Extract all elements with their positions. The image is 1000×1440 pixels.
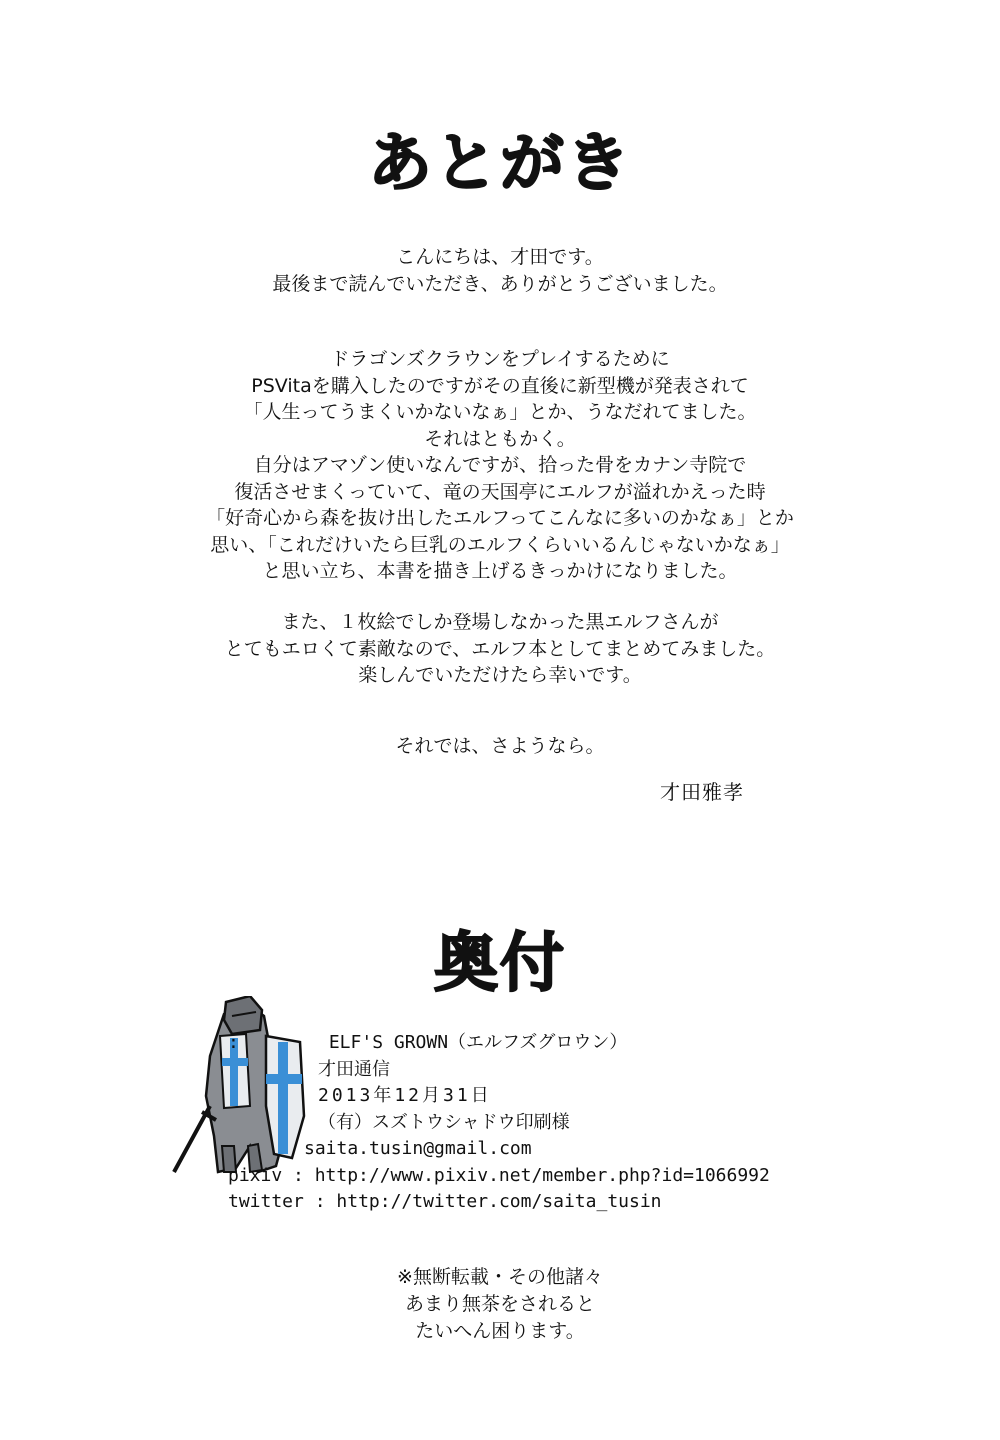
- colophon-pixiv-row: [228, 1163, 770, 1190]
- copyright-notice: [0, 1264, 1000, 1345]
- greeting-paragraph: [0, 244, 1000, 297]
- colophon-heading: 奥付: [434, 927, 566, 1001]
- colophon-title-row: [228, 1030, 770, 1057]
- body-paragraph-2: [0, 609, 1000, 689]
- colophon-date-row: [228, 1083, 770, 1110]
- colophon-printer-value: （有）スズトウシャドウ印刷様: [318, 1111, 570, 1133]
- text-line: 思い、「これだけいたら巨乳のエルフくらいいるんじゃないかなぁ」: [210, 533, 790, 556]
- text-line: 「人生ってうまくいかないなぁ」とか、うなだれてました。: [243, 401, 757, 423]
- colophon-date-value: 2013年12月31日: [318, 1085, 492, 1106]
- text-line: 「好奇心から森を抜け出したエルフってこんなに多いのかなぁ」とか: [206, 507, 794, 529]
- colophon-title-label: :: [228, 1032, 239, 1053]
- text-line: また、１枚絵でしか登場しなかった黒エルフさんが: [281, 611, 719, 633]
- colophon-twitter-url: http://twitter.com/saita_tusin: [336, 1191, 662, 1212]
- colophon-mail-row: [228, 1136, 770, 1163]
- colophon-printer-row: [228, 1110, 770, 1137]
- text-line: それでは、さようなら。: [395, 735, 605, 757]
- text-line: とてもエロくて素敵なので、エルフ本としてまとめてみました。: [224, 637, 776, 660]
- text-line: 最後まで読んでいただき、ありがとうございました。: [272, 272, 728, 295]
- farewell-text: [0, 733, 1000, 760]
- text-line: あまり無茶をされると: [404, 1293, 595, 1315]
- author-signature: 才田雅孝: [660, 780, 744, 804]
- colophon-mail-value: saita.tusin@gmail.com: [304, 1138, 532, 1159]
- text-line: PSVitaを購入したのですがその直後に新型機が発表されて: [251, 374, 749, 397]
- colophon-twitter-row: [228, 1189, 770, 1216]
- afterword-heading: あとがき: [368, 127, 632, 201]
- body-paragraph: [0, 346, 1000, 585]
- colophon-circle-row: [228, 1057, 770, 1084]
- colophon-title-value: ELF'S GROWN（エルフズグロウン）: [328, 1032, 628, 1053]
- knight-sword: [174, 1106, 210, 1172]
- text-line: 自分はアマゾン使いなんですが、拾った骨をカナン寺院で: [253, 454, 747, 476]
- colophon-twitter-label: twitter :: [228, 1191, 326, 1212]
- colophon-pixiv-url: http://www.pixiv.net/member.php?id=1066992: [314, 1164, 770, 1186]
- colophon-info: [228, 1030, 770, 1216]
- text-line: 復活させまくっていて、竜の天国亭にエルフが溢れかえった時: [234, 480, 766, 503]
- text-line: たいへん困ります。: [415, 1320, 585, 1342]
- text-line: それはともかく。: [424, 427, 576, 450]
- text-line: ドラゴンズクラウンをプレイするために: [330, 348, 670, 370]
- colophon-circle-value: 才田通信: [318, 1058, 390, 1080]
- text-line: と思い立ち、本書を描き上げるきっかけになりました。: [262, 560, 738, 582]
- colophon-pixiv-label: pixiv :: [228, 1164, 304, 1186]
- text-line: こんにちは、才田です。: [396, 246, 604, 268]
- text-line: 楽しんでいただけたら幸いです。: [358, 664, 642, 686]
- text-line: ※無断転載・その他諸々: [397, 1266, 603, 1288]
